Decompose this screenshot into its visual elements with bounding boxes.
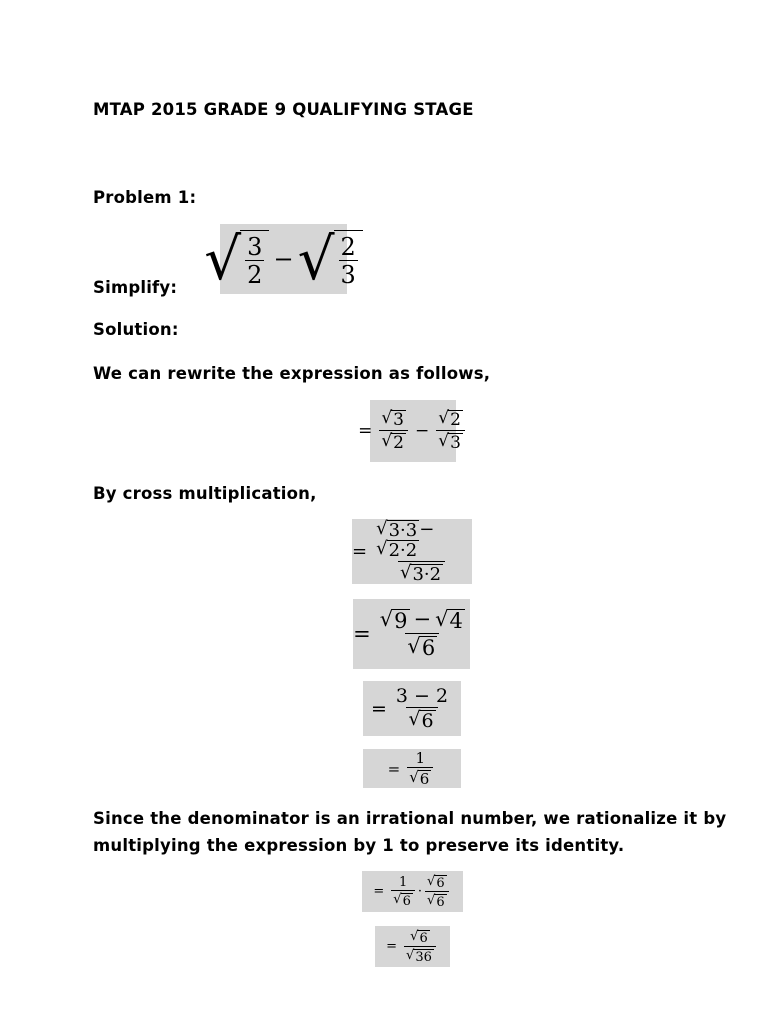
cross-multiplication-text: By cross multiplication, bbox=[93, 484, 317, 503]
equation-root-over-36: = √ 6 √ 36 bbox=[375, 926, 450, 967]
simplify-label: Simplify: bbox=[93, 278, 178, 297]
document-title: MTAP 2015 GRADE 9 QUALIFYING STAGE bbox=[93, 100, 474, 119]
given-expression: √ $\frac{3}{2}$ − √ $\frac{2}{3}$ bbox=[220, 224, 347, 294]
problem-heading: Problem 1: bbox=[93, 188, 197, 207]
equation-cross-multiplied: = √ 3·3 − √ 2·2 √ 3·2 bbox=[352, 519, 472, 584]
equation-difference: = 3 − 2 √ 6 bbox=[363, 681, 461, 736]
solution-heading: Solution: bbox=[93, 320, 179, 339]
equation-simplified-roots: = √ 9 − √ 4 √ 6 bbox=[353, 599, 470, 669]
equation-rationalize-product: = 1 √ 6 · √ 6 √ 6 bbox=[362, 871, 463, 912]
rewrite-text: We can rewrite the expression as follows, bbox=[93, 364, 491, 383]
equation-rewrite: = √ 3 √ 2 − √ 2 √ 3 bbox=[370, 400, 456, 462]
equation-one-over-root: = 1 √ 6 bbox=[363, 749, 461, 788]
rationalize-text: Since the denominator is an irrational number, we rationalize it by multiplying the expression by 1 to preserve its identity. bbox=[93, 809, 727, 855]
